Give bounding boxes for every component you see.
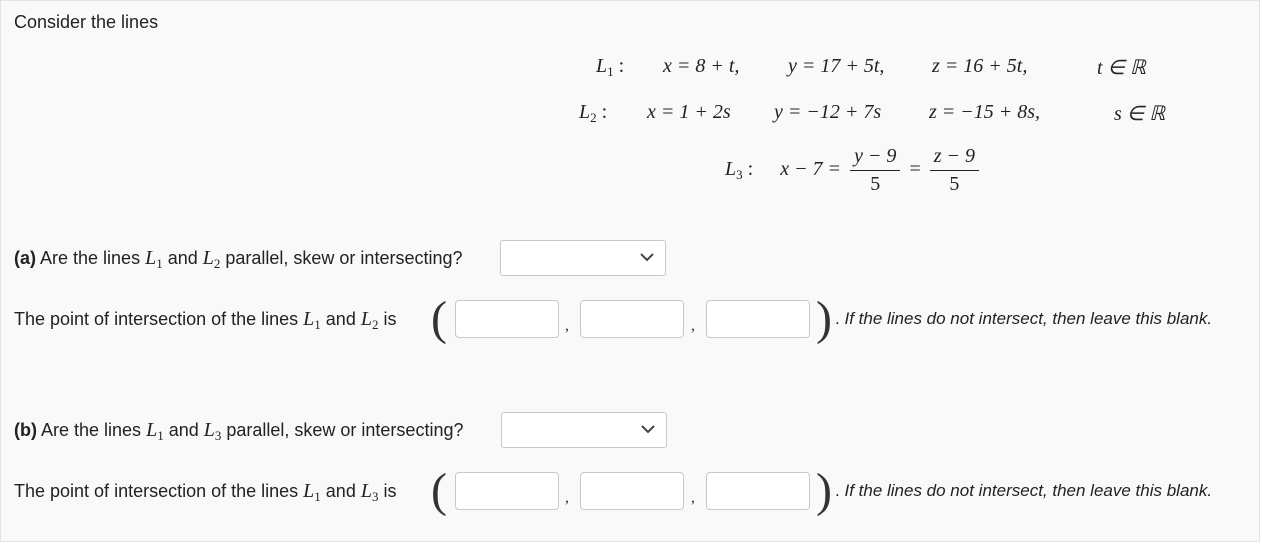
l1-param: t ∈ ℝ [1097,57,1146,79]
l1-y-eq: y = 17 + 5t, [788,55,885,77]
part-a-note: . If the lines do not intersect, then leave this blank. [835,309,1213,328]
part-b-z-input[interactable] [706,472,810,510]
l1-x-eq: x = 8 + t, [663,55,740,77]
intro-text: Consider the lines [14,12,159,32]
part-a-open-paren: ( [431,292,447,345]
l3-fraction-z: $\frac{z - 9}{5}$ [930,145,979,196]
line-l3-equation: $L_3$ : x − 7 = $\frac{y - 9}{5}$ = $\frac{z - 9}{5}$ [725,145,983,196]
part-a-close-paren: ) [816,292,832,345]
part-b-y-input[interactable] [580,472,684,510]
l2-z-eq: z = −15 + 8s, [929,101,1041,123]
part-b-point-label: The point of intersection of the lines $L_1$ and $L_3$ is [14,480,397,504]
part-a-relationship-select[interactable] [500,240,666,276]
part-b-comma-2: , [691,489,695,506]
part-b-open-paren: ( [431,464,447,517]
l1-label: $L_1$ : [596,55,625,79]
l2-param: s ∈ ℝ [1114,103,1166,125]
part-b-relationship-select[interactable] [501,412,667,448]
l3-fraction-y: $\frac{y - 9}{5}$ [850,145,900,196]
chevron-down-icon [639,249,655,265]
part-a-comma-1: , [565,317,569,334]
l2-label: $L_2$ : [579,101,608,125]
l3-label: $L_3$ [725,158,743,183]
part-a-comma-2: , [691,317,695,334]
part-b-comma-1: , [565,489,569,506]
part-b-close-paren: ) [816,464,832,517]
part-a-point-label: The point of intersection of the lines $L_1$ and $L_2$ is [14,308,397,332]
part-b-x-input[interactable] [455,472,559,510]
part-b-question: (b) Are the lines $L_1$ and $L_3$ parallel, skew or intersecting? [14,419,464,443]
l1-z-eq: z = 16 + 5t, [932,55,1028,77]
part-a-question: (a) Are the lines $L_1$ and $L_2$ parallel, skew or intersecting? [14,247,463,271]
l2-x-eq: x = 1 + 2s [647,101,731,123]
l3-lhs: x − 7 = [780,158,842,181]
chevron-down-icon [640,421,656,437]
l2-y-eq: y = −12 + 7s [774,101,882,123]
part-b-note: . If the lines do not intersect, then leave this blank. [835,481,1213,500]
part-a-z-input[interactable] [706,300,810,338]
part-a-y-input[interactable] [580,300,684,338]
part-a-x-input[interactable] [455,300,559,338]
